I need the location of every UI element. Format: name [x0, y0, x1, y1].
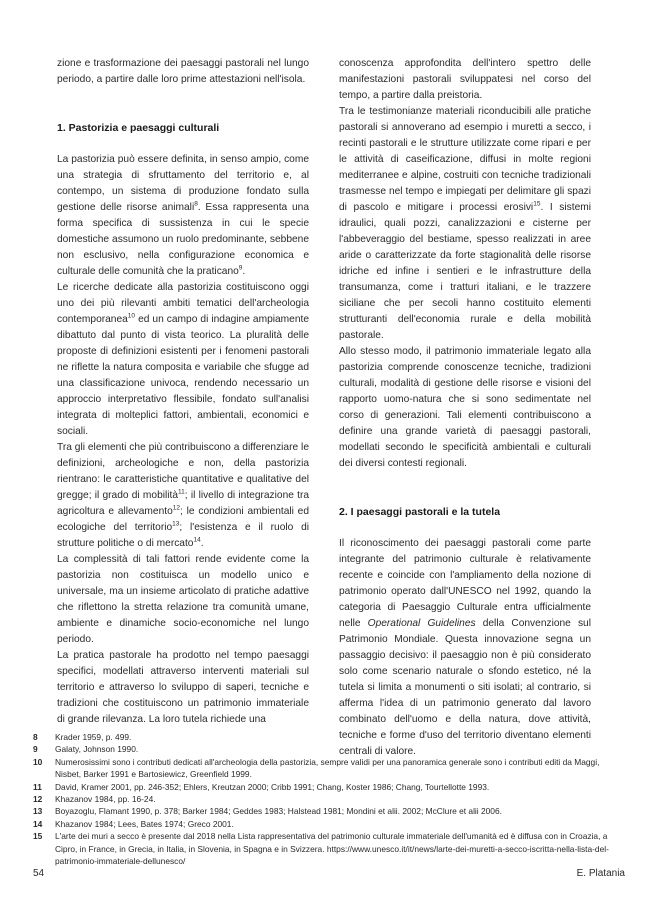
footnote-number: 15: [33, 831, 43, 842]
right-column: [339, 56, 591, 760]
left-column: [57, 56, 309, 728]
footnotes: [33, 731, 625, 867]
footnote-ref[interactable]: 8: [194, 200, 198, 208]
footnote: [33, 743, 625, 755]
footnote: [33, 830, 625, 867]
footnote-ref[interactable]: 14: [193, 536, 201, 544]
footnote-text: David, Kramer 2001, pp. 246-352; Ehlers, Kreutzan 2000; Cribb 1991; Chang, Koster 1986; Chang, Tourtellotte 1993.: [55, 781, 490, 792]
paragraph: Il riconoscimento dei paesaggi pastorali come parte integrante del patrimonio culturale è relativamente recente e coincide con l'ampliamento della nozione di patrimonio operato dall'UNESCO nel 1992, quando la categoria di Paesaggio Culturale entra ufficialmente nelle Operational Guidelines della Convenzione sul Patrimonio Mondiale. Questa innovazione segna un passaggio decisivo: il paesaggio non è più considerato solo come scenario naturale o sfondo estetico, né la tutela si limita a monumenti o siti isolati; al contrario, si afferma l'idea di un patrimonio generato dal lavoro combinato dell'uomo e della natura, dove attività, tecniche e forme d'uso del territorio diventano elementi centrali di valore.: [339, 538, 591, 757]
footnote: [33, 731, 625, 743]
section-heading: 2. I paesaggi pastorali e la tutela: [339, 506, 501, 518]
footnote-ref[interactable]: 11: [178, 488, 185, 496]
footnote-number: 14: [33, 818, 43, 829]
footnote: [33, 781, 625, 793]
footnote-text: Khazanov 1984; Lees, Bates 1974; Greco 2001.: [55, 818, 234, 829]
footnote-number: 9: [33, 744, 38, 755]
paragraph: La complessità di tali fattori rende evidente come la pastorizia non costituisca un modello unico e universale, ma un insieme articolato di pratiche adattive che riflettono la stretta relazione tra comunità umane, ambiente e dinamiche socio-economiche nel lungo periodo.: [57, 554, 309, 645]
footnote-ref[interactable]: 12: [172, 504, 180, 512]
footnote-ref[interactable]: 10: [127, 312, 136, 320]
footnote: [33, 793, 625, 805]
footnote-text: Numerosissimi sono i contributi dedicati all'archeologia della pastorizia, sempre validi per una panoramica generale sono i contributi editi da Maggi, Nisbet, Barker 1991 e Bartosiewicz, Greenfield 1999.: [55, 756, 600, 780]
footnote-text: L'arte dei muri a secco è presente dal 2018 nella Lista rappresentativa del patrimonio culturale immateriale dell'umanità ed è diffusa con in Croazia, a Cipro, in France, in Grecia, in Italia, in Slovenia, in Spagna e in Svizzera. https://www.unesco.it/it/news/larte-dei-muretti-a-secco-iscritta-nella-lista-del-patrimonio-immateriale-dellunesco/: [55, 831, 609, 867]
footnote-ref[interactable]: 9: [238, 264, 243, 272]
paragraph: [57, 56, 309, 88]
footnote: [33, 818, 625, 830]
paragraph: conoscenza approfondita dell'intero spettro delle manifestazioni pastorali sviluppatesi nel corso del tempo, a partire dalla preistoria.: [339, 58, 591, 101]
footnote-number: 11: [33, 781, 42, 792]
paragraph: La pratica pastorale ha prodotto nel tempo paesaggi specifici, modellati attraverso interventi materiali sul territorio e attraverso lo sviluppo di saperi, tecniche e tradizioni che costituiscono un patrimonio immateriale di grande rilevanza. La loro tutela richiede una: [57, 650, 309, 725]
footnote-text: Khazanov 1984, pp. 16-24.: [55, 794, 156, 805]
footnote-number: 10: [33, 756, 43, 767]
italic-title: Operational Guidelines: [367, 618, 476, 629]
running-author: E. Platania: [576, 868, 625, 879]
paragraph-text: zione e trasformazione dei paesaggi pastorali nel lungo periodo, a partire dalle loro prime attestazioni nell'isola.: [57, 58, 309, 85]
footnote-text: Boyazoglu, Flamant 1990, p. 378; Barker 1984; Geddes 1983; Halstead 1981; Mondini et alii. 2002; McClure et alii 2006.: [55, 806, 502, 817]
footnote-text: Krader 1959, p. 499.: [55, 732, 132, 742]
footnote-number: 13: [33, 806, 43, 817]
paragraph: Tra gli elementi che più contribuiscono a differenziare le definizioni, archeologiche e non, della pastorizia rientrano: le caratteristiche quantitative e qualitative del gregge; il grado di mobilità$^{11}$; il livello di integrazione tra agricoltura e allevamento$^{12}$; le condizioni ambientali ed ecologiche del territorio$^{13}$; l'esistenza e il ruolo di strutture politiche o di mercato$^{14}$.: [57, 442, 310, 549]
footnote-number: 8: [33, 732, 38, 742]
footnote-number: 12: [33, 794, 43, 805]
section-heading: 1. Pastorizia e paesaggi culturali: [57, 122, 220, 134]
paragraph: La pastorizia può essere definita, in senso ampio, come una strategia di sfruttamento del territorio e, al contempo, un sistema di produzione fondato sulla gestione delle risorse animali$^8$. Essa rappresenta una forma specifica di sussistenza in cui le specie domestiche assumono un ruolo predominante, sebbene non esclusivo, nella configurazione economica e culturale delle comunità che la praticano$^9$.: [57, 154, 309, 277]
page-number: 54: [33, 868, 45, 879]
paragraph: Le ricerche dedicate alla pastorizia costituiscono oggi uno dei più rilevanti ambiti tematici dell'archeologia contemporanea$^{10}$ ed un campo di indagine ampiamente dibattuto dal punto di vista teorico. La pluralità delle proposte di definizioni esistenti per i fenomeni pastorali ne riflette la natura composita e variabile che sfugge ad una classificazione univoca, rendendo necessario un approccio interpretativo flessibile, fondato sull'analisi integrata di molteplici fattori, ambientali, economici e sociali.: [57, 282, 309, 437]
footnote: [33, 756, 625, 781]
paragraph: Allo stesso modo, il patrimonio immateriale legato alla pastorizia comprende conoscenze tecniche, tradizioni culturali, modalità di gestione delle risorse e visioni del rapporto uomo-natura che si sono sedimentate nel corso di generazioni. Tali elementi contribuiscono a definire una grande varietà di paesaggi pastorali, modellati secondo le specificità ambientali e culturali dei diversi contesti regionali.: [339, 346, 591, 469]
footnote-ref[interactable]: 13: [172, 520, 180, 528]
footnote-ref[interactable]: 15: [533, 200, 541, 208]
footnote-text: Galaty, Johnson 1990.: [55, 744, 139, 755]
footnote: [33, 805, 625, 817]
paragraph: Tra le testimonianze materiali riconducibili alle pratiche pastorali si annoverano ad esempio i muretti a secco, i recinti pastorali e le strutture utilizzate come ripari e per le attività di caseificazione, diffusi in molte regioni mediterranee e alpine, costruiti con tecniche tradizionali trasmesse nel tempo e impiegati per delimitare gli spazi di pascolo e mitigare i processi erosivi$^{15}$. I sistemi idraulici, quali pozzi, canalizzazioni e cisterne per l'abbeveraggio del bestiame, spesso realizzati in aree aride o caratterizzate da forte stagionalità delle risorse idriche ed infine i sentieri e le infrastrutture della transumanza, come i tratturi italiani, e le trazzere siciliane che per secoli hanno costituito elementi strutturanti dell'economia rurale e della mobilità pastorale.: [339, 106, 591, 341]
